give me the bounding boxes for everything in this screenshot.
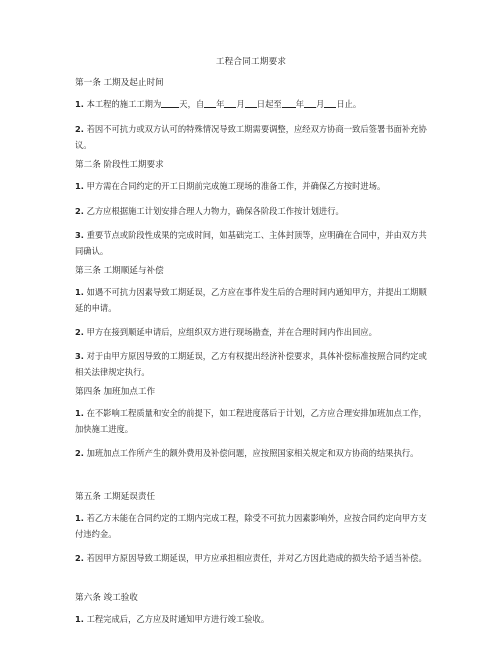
clause-text: 加班加点工作所产生的额外费用及补偿问题，应按照国家相关规定和双方协商的结果执行。 (86, 448, 419, 458)
clause-number: 2. (75, 206, 84, 216)
clause-text: 若因甲方原因导致工期延误，甲方应承担相应责任，并对乙方因此造成的损失给予适当补偿。 (86, 553, 427, 563)
blank-start-year (204, 98, 216, 108)
blank-end-day (324, 98, 336, 108)
clause-text: 在不影响工程质量和安全的前提下，如工程进度落后于计划，乙方应合理安排加班加点工作，加快施工进度。 (75, 408, 427, 434)
clause-text: 如遇不可抗力因素导致工期延误，乙方应在事件发生后的合理时间内通知甲方，并提出工期顺延的申请。 (75, 287, 427, 313)
clause-text: 若乙方未能在合同约定的工期内完成工程，除受不可抗力因素影响外，应按合同约定向甲方支付违约金。 (75, 513, 427, 539)
clause-5-2 (75, 551, 431, 567)
clause-number: 2. (75, 553, 84, 563)
clause-text: 重要节点或阶段性成果的完成时间，如基础完工、主体封顶等，应明确在合同中，并由双方共同确认。 (75, 230, 427, 256)
clause-text: 乙方应根据施工计划安排合理人力物力，确保各阶段工作按计划进行。 (86, 206, 344, 216)
clause-3-1 (75, 285, 431, 316)
clause-number: 1. (75, 99, 84, 109)
clause-text: 日起至 (256, 99, 282, 109)
clause-text: 天，自 (179, 99, 205, 109)
clause-text: 甲方在接到顺延申请后，应组织双方进行现场勘查，并在合理时间内作出回应。 (86, 327, 377, 337)
clause-number: 1. (75, 513, 84, 523)
section-heading-3: 第三条 工期顺延与补偿 (75, 266, 164, 276)
clause-3-3 (75, 349, 431, 380)
clause-number: 1. (75, 181, 84, 191)
clause-text: 工程完成后，乙方应及时通知甲方进行竣工验收。 (86, 614, 270, 624)
clause-text: 月 (316, 99, 325, 109)
clause-text: 月 (236, 99, 245, 109)
clause-1-2 (75, 122, 431, 153)
clause-number: 3. (75, 351, 84, 361)
clause-2-3 (75, 228, 431, 259)
blank-start-month (224, 98, 236, 108)
clause-4-1 (75, 406, 431, 437)
section-heading-1: 第一条 工期及起止时间 (75, 78, 164, 88)
clause-number: 3. (75, 230, 84, 240)
clause-2-2 (75, 204, 431, 220)
clause-number: 1. (75, 408, 84, 418)
clause-text: 年 (295, 99, 305, 109)
clause-number: 1. (75, 614, 84, 624)
clause-5-1 (75, 511, 431, 542)
clause-text: 本工程的施工工期为 (86, 99, 162, 109)
blank-end-year (282, 98, 296, 108)
section-heading-2: 第二条 阶段性工期要求 (75, 160, 164, 170)
clause-text: 对于由甲方原因导致的工期延误，乙方有权提出经济补偿要求，具体补偿标准按照合同约定或相关法律规定执行。 (75, 351, 427, 377)
clause-text: 甲方需在合同约定的开工日期前完成施工现场的准备工作，并确保乙方按时进场。 (86, 181, 386, 191)
clause-6-1 (75, 612, 431, 628)
section-heading-5: 第五条 工期延误责任 (75, 492, 156, 502)
document-title: 工程合同工期要求 (215, 57, 287, 67)
clause-text: 日止。 (336, 99, 362, 109)
clause-text: 年 (216, 99, 225, 109)
section-heading-4: 第四条 加班加点工作 (75, 387, 156, 397)
clause-number: 2. (75, 327, 84, 337)
clause-2-1 (75, 179, 431, 195)
blank-end-month (304, 98, 316, 108)
clause-1-1 (75, 97, 431, 113)
clause-3-2 (75, 325, 431, 341)
clause-text: 若因不可抗力或双方认可的特殊情况导致工期需要调整，应经双方协商一致后签署书面补充协议。 (75, 124, 427, 150)
clause-4-2 (75, 446, 431, 462)
section-heading-6: 第六条 竣工验收 (75, 593, 138, 603)
blank-days (161, 98, 179, 108)
clause-number: 2. (75, 448, 84, 458)
clause-number: 2. (75, 124, 84, 134)
clause-number: 1. (75, 287, 84, 297)
blank-start-day (245, 98, 257, 108)
